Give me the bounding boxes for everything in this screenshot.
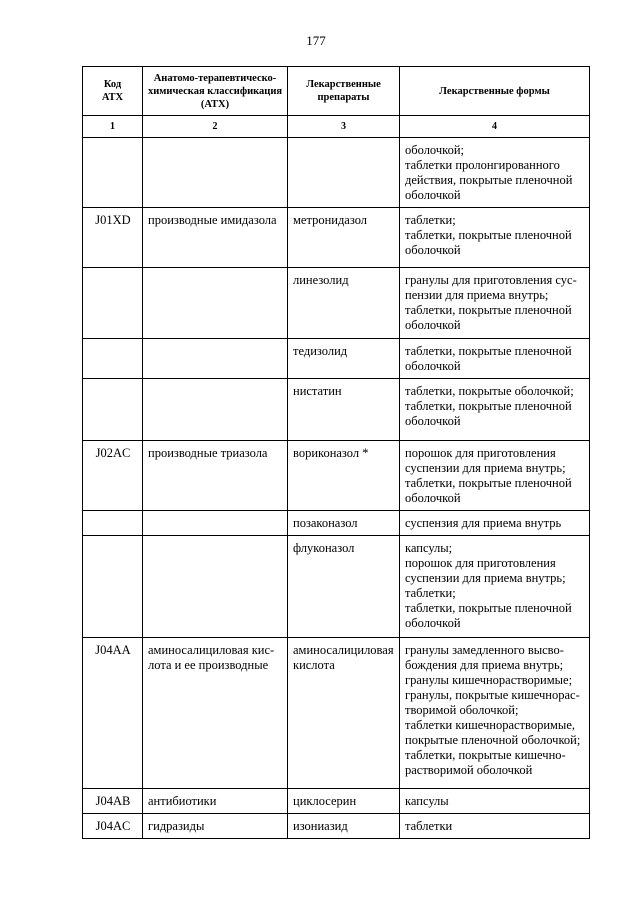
- table-row: [83, 814, 590, 839]
- drug-cell: [288, 441, 400, 511]
- header-text: АТХ: [101, 92, 124, 103]
- header-drugs: [288, 67, 400, 116]
- cell-text: таблетки;: [405, 213, 456, 227]
- classification-cell: [143, 268, 288, 339]
- cell-text: таблетки;: [405, 586, 456, 600]
- cell-text: оболочкой;: [405, 143, 464, 157]
- cell-text: таблетки, покрытые пленочной: [405, 476, 572, 490]
- table-row: [83, 268, 590, 339]
- cell-text: метронидазол: [293, 213, 368, 227]
- table-header-row: [83, 67, 590, 116]
- cell-text: изониазид: [293, 819, 348, 833]
- cell-text: суспензии для приема внутрь;: [405, 461, 566, 475]
- classification-cell: [143, 536, 288, 638]
- forms-cell: [400, 268, 590, 339]
- cell-text: действия, покрытые пленочной: [405, 173, 573, 187]
- classification-cell: [143, 379, 288, 441]
- cell-text: J04AC: [95, 819, 131, 833]
- column-number: 1: [83, 116, 143, 138]
- header-text: (АТХ): [200, 98, 230, 110]
- cell-text: производные имидазола: [148, 213, 277, 227]
- cell-text: порошок для приготовления: [405, 556, 556, 570]
- cell-text: гранулы, покрытые кишечнорас-: [405, 688, 580, 702]
- cell-text: оболочкой: [405, 359, 461, 373]
- header-text: Код: [103, 79, 122, 90]
- forms-cell: [400, 138, 590, 208]
- cell-text: капсулы;: [405, 541, 453, 555]
- code-cell: [83, 138, 143, 208]
- classification-cell: [143, 511, 288, 536]
- cell-text: таблетки: [405, 819, 453, 833]
- cell-text: гранулы замедленного высво-: [405, 643, 564, 657]
- header-text: Анатомо-терапевтическо-: [153, 72, 277, 84]
- code-cell: [83, 208, 143, 268]
- cell-text: пензии для приема внутрь;: [405, 288, 549, 302]
- table-row: [83, 208, 590, 268]
- cell-text: порошок для приготовления: [405, 446, 556, 460]
- cell-text: оболочкой: [405, 243, 461, 257]
- cell-text: оболочкой: [405, 188, 461, 202]
- cell-text: гранулы кишечнорастворимые;: [405, 673, 573, 687]
- forms-cell: [400, 814, 590, 839]
- cell-text: позаконазол: [293, 516, 358, 530]
- cell-text: капсулы: [405, 794, 449, 808]
- header-text: химическая классификация: [147, 85, 283, 97]
- cell-text: таблетки, покрытые оболочкой;: [405, 384, 574, 398]
- drug-cell: [288, 268, 400, 339]
- classification-cell: [143, 208, 288, 268]
- forms-cell: [400, 441, 590, 511]
- code-cell: [83, 536, 143, 638]
- drug-cell: [288, 379, 400, 441]
- cell-text: нистатин: [293, 384, 342, 398]
- code-cell: [83, 268, 143, 339]
- header-classification: [143, 67, 288, 116]
- table-row: [83, 536, 590, 638]
- code-cell: [83, 379, 143, 441]
- table-row: [83, 138, 590, 208]
- cell-text: аминосалициловая кис-: [148, 643, 275, 657]
- cell-text: J02AC: [95, 446, 131, 460]
- cell-text: бождения для приема внутрь;: [405, 658, 564, 672]
- cell-text: аминосалициловая: [293, 643, 394, 657]
- header-text: препараты: [317, 92, 370, 103]
- cell-text: циклосерин: [293, 794, 357, 808]
- drug-cell: [288, 638, 400, 789]
- cell-text: антибиотики: [148, 794, 217, 808]
- table-row: [83, 379, 590, 441]
- forms-cell: [400, 208, 590, 268]
- cell-text: покрытые пленочной оболочкой;: [405, 733, 581, 747]
- cell-text: творимой оболочкой;: [405, 703, 519, 717]
- header-code: [83, 67, 143, 116]
- forms-cell: [400, 379, 590, 441]
- classification-cell: [143, 138, 288, 208]
- drug-cell: [288, 208, 400, 268]
- cell-text: тедизолид: [293, 344, 348, 358]
- table-row: [83, 638, 590, 789]
- cell-text: таблетки, покрытые пленочной: [405, 228, 572, 242]
- cell-text: лота и ее производные: [148, 658, 269, 672]
- drug-table: [82, 66, 590, 839]
- classification-cell: [143, 789, 288, 814]
- classification-cell: [143, 339, 288, 379]
- forms-cell: [400, 511, 590, 536]
- header-text: Лекарственные формы: [439, 85, 550, 97]
- code-cell: [83, 789, 143, 814]
- forms-cell: [400, 789, 590, 814]
- drug-cell: [288, 536, 400, 638]
- cell-text: таблетки, покрытые пленочной: [405, 601, 572, 615]
- page-number: 177: [306, 33, 326, 48]
- forms-cell: [400, 339, 590, 379]
- cell-text: таблетки кишечнорастворимые,: [405, 718, 575, 732]
- code-cell: [83, 441, 143, 511]
- column-number-row: [83, 116, 590, 138]
- cell-text: гидразиды: [148, 819, 205, 833]
- cell-text: таблетки пролонгированного: [405, 158, 560, 172]
- classification-cell: [143, 441, 288, 511]
- cell-text: таблетки, покрытые кишечно-: [405, 748, 566, 762]
- cell-text: таблетки, покрытые пленочной: [405, 399, 572, 413]
- cell-text: суспензии для приема внутрь;: [405, 571, 566, 585]
- code-cell: [83, 511, 143, 536]
- column-number: 2: [143, 116, 288, 138]
- column-number: 3: [288, 116, 400, 138]
- drug-cell: [288, 789, 400, 814]
- classification-cell: [143, 638, 288, 789]
- drug-cell: [288, 814, 400, 839]
- code-cell: [83, 814, 143, 839]
- cell-text: суспензия для приема внутрь: [405, 516, 562, 530]
- table-row: [83, 441, 590, 511]
- drug-cell: [288, 339, 400, 379]
- cell-text: таблетки, покрытые пленочной: [405, 303, 572, 317]
- cell-text: флуконазол: [293, 541, 355, 555]
- cell-text: кислота: [293, 658, 335, 672]
- table-row: [83, 339, 590, 379]
- header-text: Лекарственные: [306, 79, 381, 90]
- cell-text: гранулы для приготовления сус-: [405, 273, 577, 287]
- cell-text: производные триазола: [148, 446, 268, 460]
- cell-text: таблетки, покрытые пленочной: [405, 344, 572, 358]
- cell-text: оболочкой: [405, 318, 461, 332]
- code-cell: [83, 339, 143, 379]
- cell-text: оболочкой: [405, 414, 461, 428]
- code-cell: [83, 638, 143, 789]
- forms-cell: [400, 638, 590, 789]
- cell-text: J04AA: [95, 643, 131, 657]
- cell-text: вориконазол *: [293, 446, 369, 460]
- drug-cell: [288, 138, 400, 208]
- cell-text: линезолид: [293, 273, 349, 287]
- drug-cell: [288, 511, 400, 536]
- table-row: [83, 511, 590, 536]
- classification-cell: [143, 814, 288, 839]
- header-forms: [400, 67, 590, 116]
- column-number: 4: [400, 116, 590, 138]
- table-row: [83, 789, 590, 814]
- cell-text: J01XD: [95, 213, 131, 227]
- cell-text: J04AB: [95, 794, 131, 808]
- cell-text: оболочкой: [405, 491, 461, 505]
- forms-cell: [400, 536, 590, 638]
- cell-text: оболочкой: [405, 616, 461, 630]
- cell-text: растворимой оболочкой: [405, 763, 533, 777]
